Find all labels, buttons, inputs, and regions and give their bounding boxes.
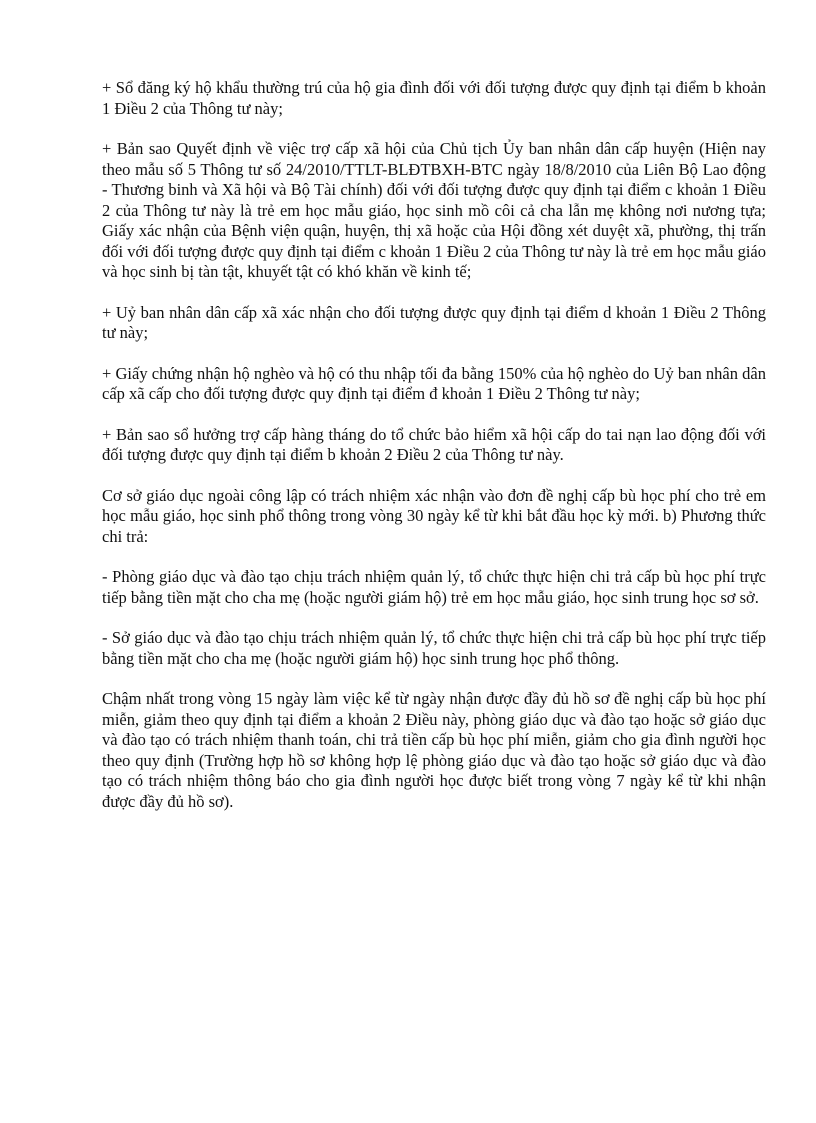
paragraph-monthly-allowance-book: + Bản sao sổ hưởng trợ cấp hàng tháng do tổ chức bảo hiểm xã hội cấp do tai nạn lao động đối với đối tượng được quy định tại điểm b khoản 2 Điều 2 của Thông tư này. xyxy=(102,424,766,464)
paragraph-social-allowance-decision: + Bản sao Quyết định về việc trợ cấp xã hội của Chủ tịch Ủy ban nhân dân cấp huyện (Hiện nay theo mẫu số 5 Thông tư số 24/2010/TTLT-BLĐTBXH-BTC ngày 18/8/2010 của Liên Bộ Lao động - Thương binh và Xã hội và Bộ Tài chính) đối với đối tượng được quy định tại điểm c khoản 1 Điều 2 của Thông tư này là trẻ em học mẫu giáo, học sinh mồ côi cả cha lẫn mẹ không nơi nương tựa; Giấy xác nhận của Bệnh viện quận, huyện, thị xã hoặc của Hội đồng xét duyệt xã, phường, thị trấn đối với đối tượng được quy định tại điểm c khoản 1 Điều 2 của Thông tư này là trẻ em học mẫu giáo và học sinh bị tàn tật, khuyết tật có khó khăn về kinh tế; xyxy=(102,139,766,281)
paragraph-provincial-education-department: - Sở giáo dục và đào tạo chịu trách nhiệm quản lý, tổ chức thực hiện chi trả cấp bù học phí trực tiếp bằng tiền mặt cho cha mẹ (hoặc người giám hộ) học sinh trung học phổ thông. xyxy=(102,628,766,668)
paragraph-non-public-institution: Cơ sở giáo dục ngoài công lập có trách nhiệm xác nhận vào đơn đề nghị cấp bù học phí cho trẻ em học mẫu giáo, học sinh phổ thông trong vòng 30 ngày kể từ khi bắt đầu học kỳ mới. b) Phương thức chi trả: xyxy=(102,485,766,546)
paragraph-household-registration: + Sổ đăng ký hộ khẩu thường trú của hộ gia đình đối với đối tượng được quy định tại điểm b khoản 1 Điều 2 của Thông tư này; xyxy=(102,78,766,118)
paragraph-commune-confirmation: + Uỷ ban nhân dân cấp xã xác nhận cho đối tượng được quy định tại điểm d khoản 1 Điều 2 Thông tư này; xyxy=(102,302,766,342)
paragraph-poor-household-certificate: + Giấy chứng nhận hộ nghèo và hộ có thu nhập tối đa bằng 150% của hộ nghèo do Uỷ ban nhân dân cấp xã cấp cho đối tượng được quy định tại điểm đ khoản 1 Điều 2 Thông tư này; xyxy=(102,363,766,403)
document-body xyxy=(102,78,766,832)
paragraph-payment-deadline: Chậm nhất trong vòng 15 ngày làm việc kể từ ngày nhận được đầy đủ hồ sơ đề nghị cấp bù học phí miễn, giảm theo quy định tại điểm a khoản 2 Điều này, phòng giáo dục và đào tạo hoặc sở giáo dục và đào tạo có trách nhiệm thanh toán, chi trả tiền cấp bù học phí miễn, giảm cho gia đình người học theo quy định (Trường hợp hồ sơ không hợp lệ phòng giáo dục và đào tạo hoặc sở giáo dục và đào tạo có trách nhiệm thông báo cho gia đình người học được biết trong vòng 7 ngày kể từ khi nhận được đầy đủ hồ sơ). xyxy=(102,689,766,811)
paragraph-district-education-office: - Phòng giáo dục và đào tạo chịu trách nhiệm quản lý, tổ chức thực hiện chi trả cấp bù học phí trực tiếp bằng tiền mặt cho cha mẹ (hoặc người giám hộ) trẻ em học mẫu giáo, học sinh trung học sơ sở. xyxy=(102,567,766,607)
